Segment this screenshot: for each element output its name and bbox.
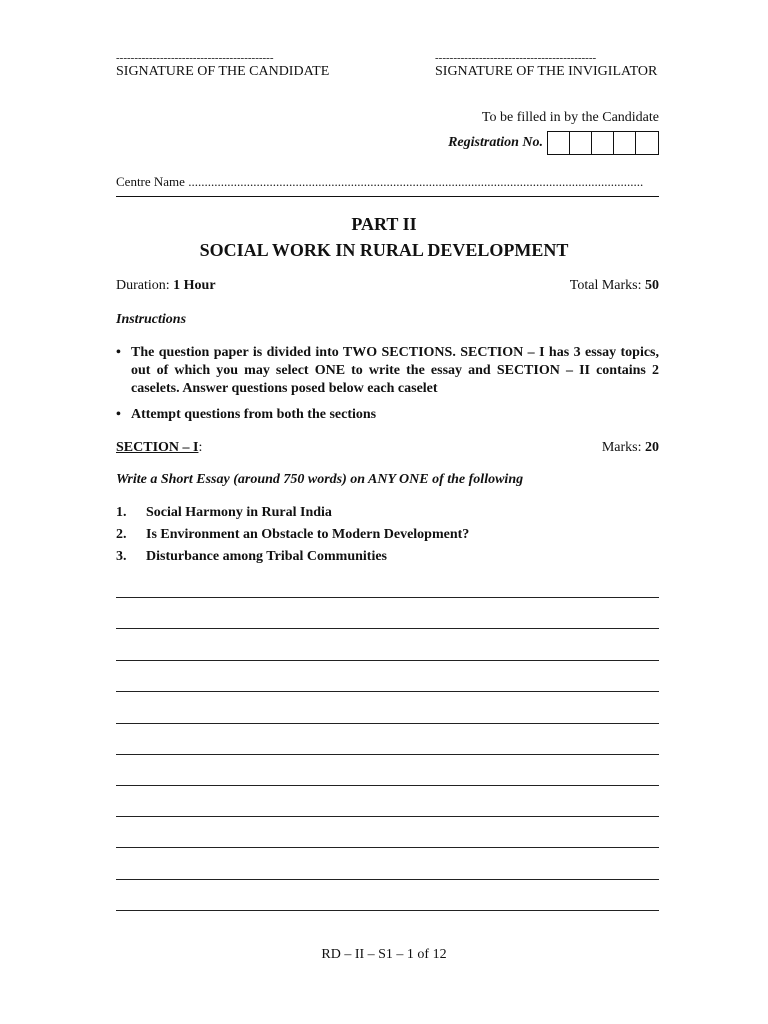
section-colon: : bbox=[198, 440, 203, 455]
answer-line[interactable] bbox=[116, 691, 659, 692]
registration-boxes bbox=[547, 131, 659, 155]
answer-line[interactable] bbox=[116, 816, 659, 817]
invigilator-signature-label: SIGNATURE OF THE INVIGILATOR bbox=[435, 64, 658, 79]
answer-line[interactable] bbox=[116, 660, 659, 661]
answer-line[interactable] bbox=[116, 785, 659, 786]
registration-digit-box[interactable] bbox=[614, 132, 636, 154]
centre-name-label: Centre Name bbox=[116, 174, 185, 189]
instruction-text: Attempt questions from both the sections bbox=[131, 407, 377, 422]
essay-topic bbox=[116, 505, 332, 521]
topic-text: Social Harmony in Rural India bbox=[146, 505, 332, 520]
section-marks-label: Marks: bbox=[601, 440, 645, 455]
answer-line[interactable] bbox=[116, 847, 659, 848]
essay-topic bbox=[116, 549, 387, 565]
candidate-signature-line: ------------------------------------------- bbox=[116, 52, 274, 64]
section-marks-value: 20 bbox=[645, 440, 659, 455]
part-title: PART II bbox=[351, 214, 417, 234]
duration bbox=[116, 277, 216, 295]
section-title: SECTION – I bbox=[116, 440, 199, 455]
invigilator-signature-line: -------------------------------------------- bbox=[435, 52, 597, 64]
candidate-fill-note: To be filled in by the Candidate bbox=[481, 110, 659, 125]
topic-text: Disturbance among Tribal Communities bbox=[146, 549, 387, 564]
duration-label: Duration: bbox=[116, 278, 174, 293]
bullet-icon: • bbox=[116, 345, 121, 360]
section-marks bbox=[602, 439, 659, 457]
answer-line[interactable] bbox=[116, 597, 659, 598]
registration-digit-box[interactable] bbox=[592, 132, 614, 154]
topic-number: 1. bbox=[116, 505, 127, 520]
total-marks-label: Total Marks: bbox=[569, 278, 645, 293]
total-marks-value: 50 bbox=[645, 278, 659, 293]
registration-number bbox=[448, 131, 659, 155]
essay-topic bbox=[116, 527, 469, 543]
header-divider bbox=[116, 196, 659, 197]
registration-label: Registration No. bbox=[448, 135, 543, 150]
registration-digit-box[interactable] bbox=[636, 132, 658, 154]
candidate-signature-label: SIGNATURE OF THE CANDIDATE bbox=[116, 64, 330, 79]
answer-line[interactable] bbox=[116, 910, 659, 911]
instruction-item bbox=[116, 406, 659, 424]
answer-line[interactable] bbox=[116, 723, 659, 724]
centre-name-dots: ............................................................................................................................................ bbox=[188, 174, 644, 189]
section-heading bbox=[116, 439, 202, 457]
topic-text: Is Environment an Obstacle to Modern Development? bbox=[146, 527, 470, 542]
instructions-heading: Instructions bbox=[116, 312, 187, 327]
centre-name-field[interactable] bbox=[116, 174, 659, 190]
topic-number: 2. bbox=[116, 527, 127, 542]
page-footer: RD – II – S1 – 1 of 12 bbox=[321, 947, 447, 962]
instruction-item bbox=[116, 344, 659, 398]
total-marks bbox=[570, 277, 659, 295]
duration-value: 1 Hour bbox=[173, 278, 216, 293]
topic-number: 3. bbox=[116, 549, 127, 564]
essay-prompt: Write a Short Essay (around 750 words) on ANY ONE of the following bbox=[116, 472, 524, 487]
registration-digit-box[interactable] bbox=[548, 132, 570, 154]
subject-title: SOCIAL WORK IN RURAL DEVELOPMENT bbox=[199, 240, 569, 260]
registration-digit-box[interactable] bbox=[570, 132, 592, 154]
answer-line[interactable] bbox=[116, 628, 659, 629]
answer-line[interactable] bbox=[116, 879, 659, 880]
instruction-text: The question paper is divided into TWO SECTIONS. SECTION – I has 3 essay topics, out of which you may select ONE to write the essay and SECTION – II contains 2 caselets. Answer questions posed below each caselet bbox=[131, 345, 659, 396]
bullet-icon: • bbox=[116, 407, 121, 422]
answer-line[interactable] bbox=[116, 754, 659, 755]
